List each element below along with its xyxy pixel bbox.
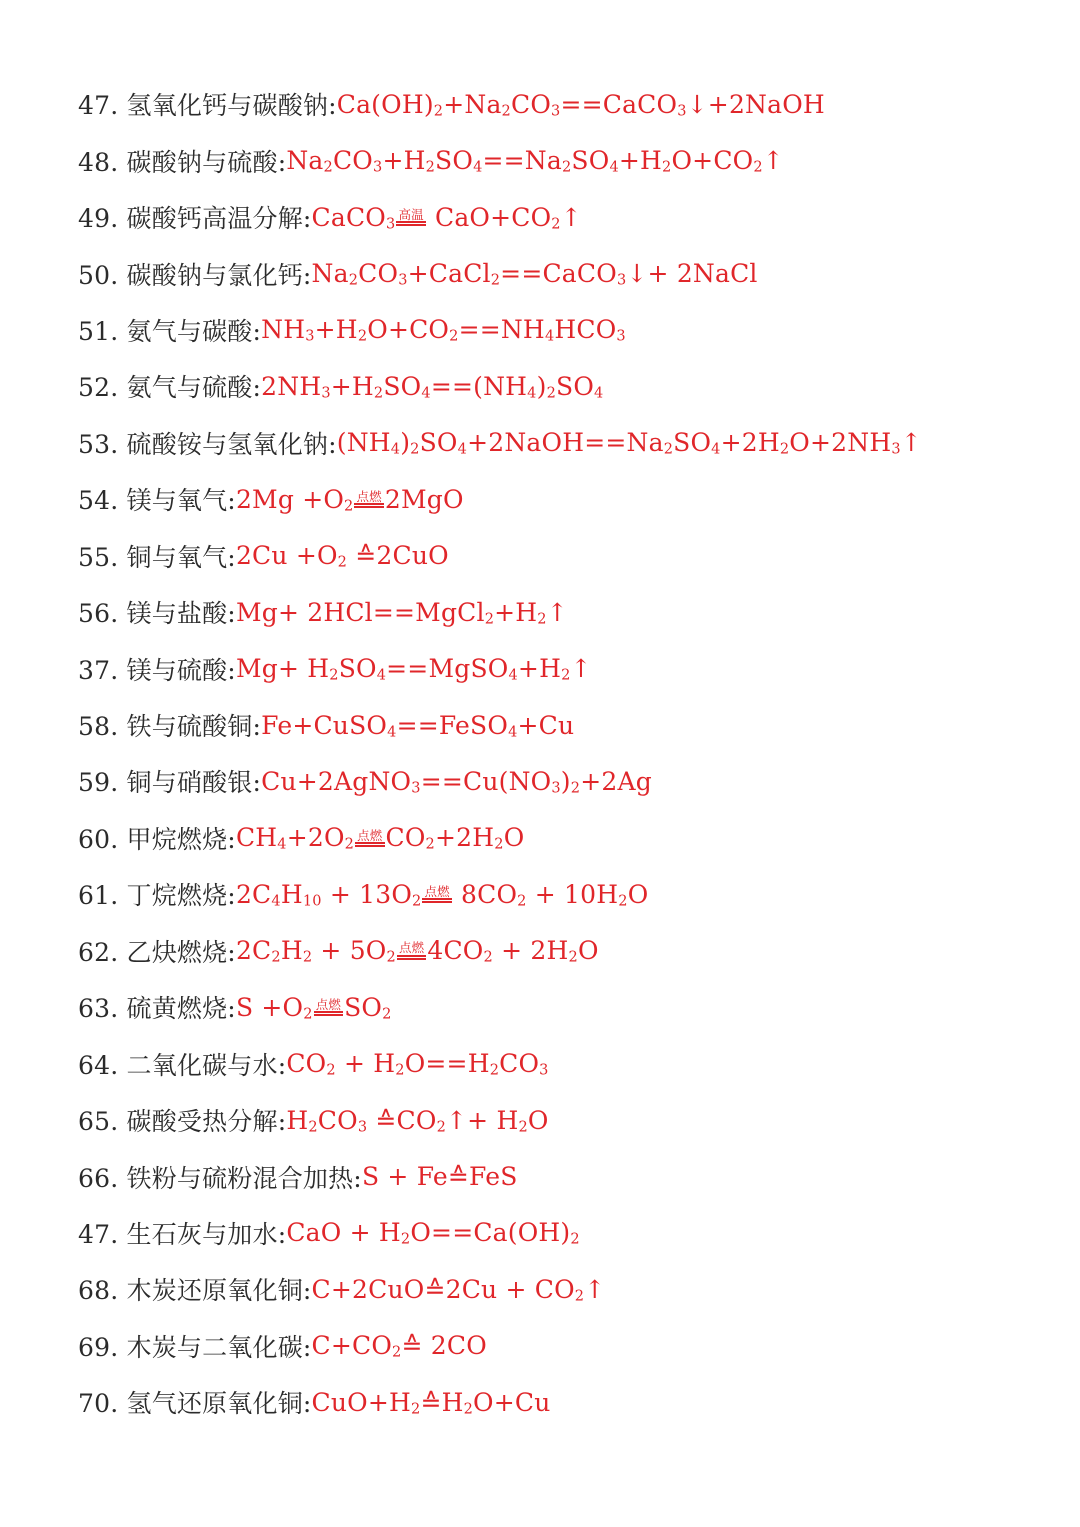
reaction-row xyxy=(78,245,1068,301)
reaction-label: 69. 木炭与二氧化碳: xyxy=(78,1332,312,1362)
reaction-equation: $CH_4+2O_2$点燃 $CO_2+2H_2O$ xyxy=(235,823,525,854)
reaction-label: 48. 碳酸钠与硫酸: xyxy=(78,147,287,177)
reaction-label: 55. 铜与氧气: xyxy=(78,542,236,572)
reaction-label: 68. 木炭还原氧化铜: xyxy=(78,1276,312,1306)
reaction-equation: $CO_2 + H_2O==H_2CO_3$ xyxy=(286,1049,549,1079)
reaction-equation: $S +O_2$点燃 $SO_2$ xyxy=(235,992,392,1023)
reaction-label: 56. 镁与盐酸: xyxy=(78,599,236,629)
reaction-row xyxy=(78,415,1068,471)
reaction-equation: $Mg+ 2HCl==MgCl_2+H_2↑$ xyxy=(235,597,568,628)
reaction-row xyxy=(78,584,1068,640)
reaction-row xyxy=(78,1318,1068,1374)
reaction-row xyxy=(78,302,1068,358)
reaction-label: 63. 硫黄燃烧: xyxy=(78,994,236,1024)
reaction-row xyxy=(78,1261,1068,1317)
reaction-equation: $2C_2H_2 + 5O_2$点燃 $4CO_2 + 2H_2O$ xyxy=(235,936,599,966)
reaction-row xyxy=(78,1205,1068,1261)
reaction-equation: $Na_2CO_3+H_2SO_4==Na_2SO_4+H_2O+CO_2↑$ xyxy=(286,146,784,176)
reaction-equation: $2Cu +O_2$ ≙2CuO xyxy=(235,541,449,571)
reaction-row xyxy=(78,471,1068,527)
reaction-label: 58. 铁与硫酸铜: xyxy=(78,712,262,742)
reaction-label: 66. 铁粉与硫粉混合加热: xyxy=(78,1163,362,1193)
reaction-equation: $Mg+ H_2SO_4==MgSO_4+H_2↑$ xyxy=(235,654,592,684)
reaction-equation: $CuO+H_2≙H_2O+Cu$ xyxy=(311,1387,551,1418)
reaction-row xyxy=(78,640,1068,696)
reaction-equation: $C+CO_2≙$ 2CO xyxy=(311,1331,487,1361)
reaction-equation: $Ca(OH)_2+Na_2CO_3==CaCO_3↓+2NaOH$ xyxy=(336,89,825,120)
reaction-label: 52. 氨气与硫酸: xyxy=(78,373,262,403)
reaction-label: 54. 镁与氧气: xyxy=(78,486,236,516)
reaction-row xyxy=(78,979,1068,1035)
reaction-equation: S + Fe≙FeS xyxy=(361,1162,518,1192)
reaction-row xyxy=(78,810,1068,866)
reaction-row xyxy=(78,358,1068,414)
reaction-label: 61. 丁烷燃烧: xyxy=(78,881,236,911)
reaction-label: 49. 碳酸钙高温分解: xyxy=(78,204,312,234)
reaction-label: 47. 氢氧化钙与碳酸钠: xyxy=(78,91,337,121)
reaction-row xyxy=(78,1092,1068,1148)
reaction-row xyxy=(78,866,1068,922)
reaction-label: 37. 镁与硫酸: xyxy=(78,655,236,685)
reaction-equation: $NH_3+H_2O+CO_2==NH_4HCO_3$ xyxy=(261,315,626,346)
reaction-equation: $Na_2CO_3+CaCl_2==CaCO_3↓+$ 2NaCl xyxy=(311,259,758,289)
reaction-row xyxy=(78,1035,1068,1091)
reaction-equation: $2Mg +O_2$点燃 2MgO xyxy=(235,484,464,515)
reaction-equation: Fe+CuSO$_4$==FeSO$_4$+Cu xyxy=(261,710,575,741)
reaction-label: 65. 碳酸受热分解: xyxy=(78,1107,287,1137)
reaction-label: 59. 铜与硝酸银: xyxy=(78,768,262,798)
reaction-row xyxy=(78,1148,1068,1204)
reaction-list xyxy=(78,76,1068,1431)
reaction-equation: $(NH_4)_2SO_4+2NaOH==Na_2SO_4+2H_2O+2NH_3↑$ xyxy=(336,428,922,458)
reaction-equation: $H_2CO_3$ $≙CO_2↑+ H_2O$ xyxy=(286,1105,549,1136)
reaction-row xyxy=(78,1374,1068,1430)
reaction-label: 64. 二氧化碳与水: xyxy=(78,1050,287,1080)
reaction-row xyxy=(78,132,1068,188)
reaction-row xyxy=(78,528,1068,584)
reaction-label: 51. 氨气与碳酸: xyxy=(78,316,262,346)
reaction-equation: C+2CuO≙2Cu + $CO_2↑$ xyxy=(311,1274,606,1305)
reaction-equation: CaO + $H_2O==Ca(OH)_2$ xyxy=(286,1218,580,1249)
reaction-label: 53. 硫酸铵与氢氧化钠: xyxy=(78,429,337,459)
reaction-row xyxy=(78,76,1068,132)
reaction-equation: $2NH_3+H_2SO_4==(NH_4)_2SO_4$ xyxy=(261,371,604,402)
reaction-label: 62. 乙炔燃烧: xyxy=(78,937,236,967)
reaction-label: 47. 生石灰与加水: xyxy=(78,1219,287,1249)
reaction-row xyxy=(78,753,1068,809)
reaction-row xyxy=(78,923,1068,979)
reaction-row xyxy=(78,697,1068,753)
reaction-label: 70. 氢气还原氧化铜: xyxy=(78,1389,312,1419)
reaction-equation: $Cu+2AgNO_3==Cu(NO_3)_2+2Ag$ xyxy=(261,766,652,797)
reaction-equation: CaCO$_3$高温 $CaO+CO_2↑$ xyxy=(311,202,582,233)
reaction-row xyxy=(78,189,1068,245)
reaction-equation: $2C_4H_{10} + 13O_2$点燃 $8CO_2 + 10H_2O$ xyxy=(235,879,649,910)
reaction-label: 60. 甲烷燃烧: xyxy=(78,824,236,854)
reaction-label: 50. 碳酸钠与氯化钙: xyxy=(78,260,312,290)
